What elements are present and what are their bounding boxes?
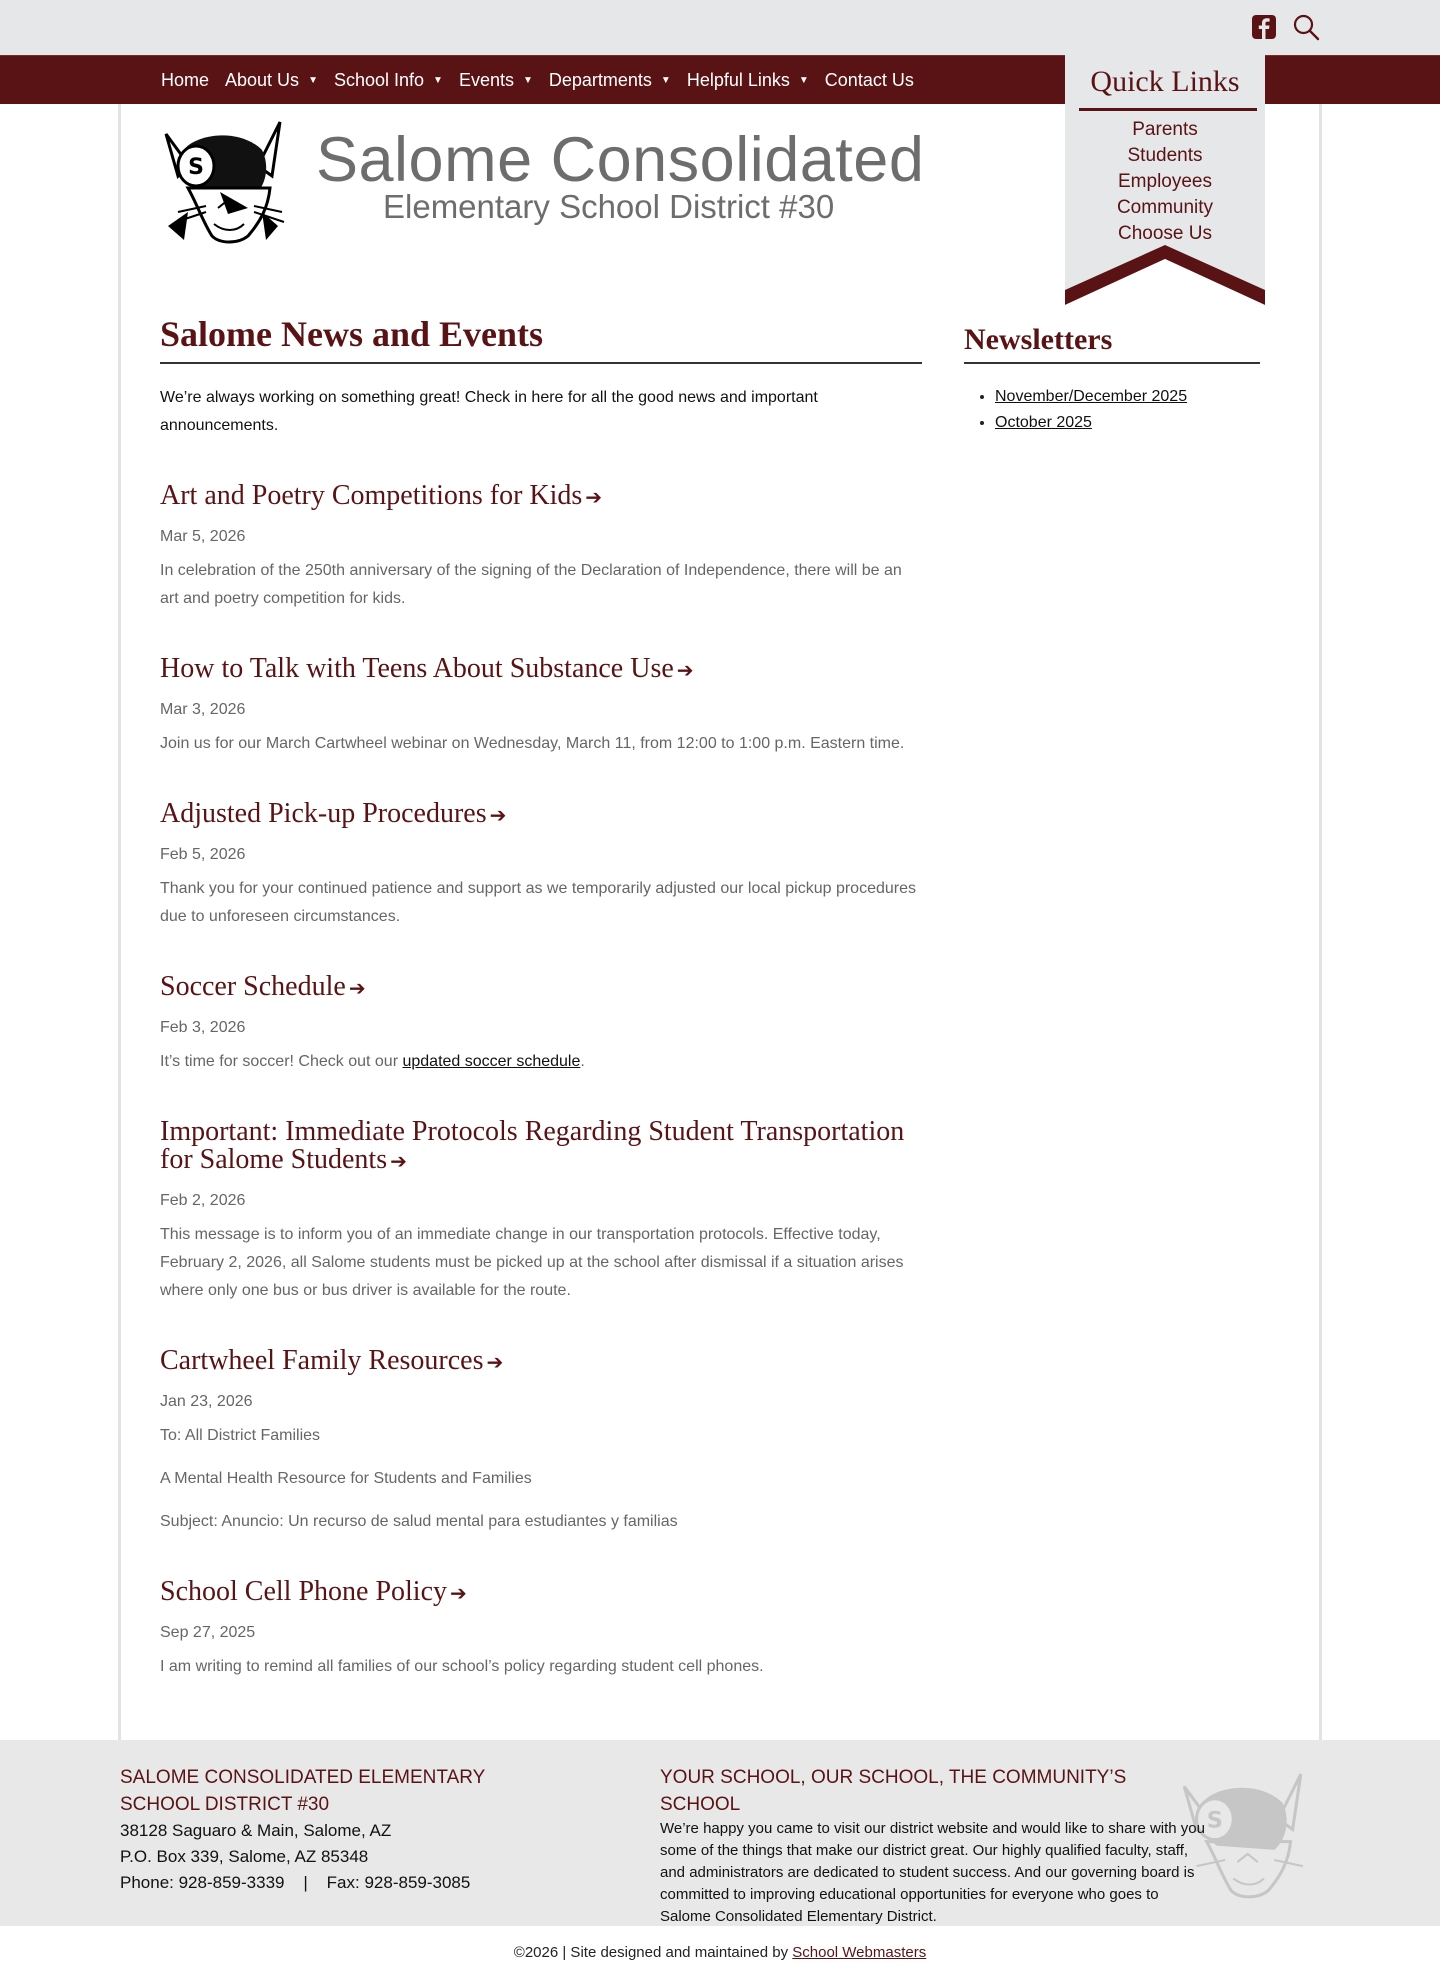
news-post [160,800,922,931]
news-post [160,1347,922,1536]
list-item [995,410,1260,436]
footer-about [660,1764,1210,1928]
post-date: Mar 3, 2026 [160,701,246,718]
soccer-schedule-link[interactable]: updated soccer schedule [402,1053,581,1070]
school-webmasters-link[interactable]: School Webmasters [792,1944,927,1961]
post-title-link[interactable] [160,1118,922,1175]
post-date: Mar 5, 2026 [160,528,246,545]
post-date: Jan 23, 2026 [160,1393,253,1410]
search-icon[interactable] [1292,13,1320,41]
post-title-link[interactable] [160,1578,922,1607]
post-title-text: School Cell Phone Policy [160,1576,447,1607]
arrow-right-icon: ➔ [585,485,603,509]
site-title[interactable]: Salome Consolidated [316,125,925,195]
nav-label: Helpful Links [686,70,790,90]
quick-link-parents[interactable]: Parents [1132,119,1198,140]
footer-district-name: SALOME CONSOLIDATED ELEMENTARY [120,1767,486,1788]
caret-down-icon: ▼ [433,75,443,86]
caret-down-icon: ▼ [522,75,533,86]
quick-links-list [1065,117,1265,247]
nav-label: Events [458,70,514,90]
news-post [160,1118,922,1305]
utility-icons [1250,13,1320,41]
nav-item-contact-us[interactable] [825,70,914,91]
post-excerpt [160,1422,922,1536]
post-text: It’s time for soccer! Check out our [160,1053,403,1070]
footer-address: 38128 Saguaro & Main, Salome, AZ [120,1821,392,1840]
post-title-link[interactable] [160,800,922,829]
caret-down-icon: ▼ [660,75,671,86]
nav-label: About Us [225,70,300,90]
caret-down-icon: ▼ [308,75,318,86]
svg-text:S: S [1206,1807,1223,1834]
post-paragraph [160,1048,922,1076]
news-column [160,310,922,1681]
nav-item-events[interactable] [459,70,533,91]
nav-list [161,56,930,105]
post-date: Sep 27, 2025 [160,1624,256,1641]
divider [1079,108,1257,111]
footer [0,1740,1440,1926]
post-title-text: Cartwheel Family Resources [160,1345,484,1376]
post-paragraph: To: All District Families [160,1427,321,1444]
arrow-right-icon: ➔ [450,1581,467,1605]
post-title-link[interactable] [160,655,922,684]
post-excerpt [160,557,922,613]
post-date: Feb 5, 2026 [160,846,246,863]
footer-contact [120,1764,540,1896]
post-paragraph: This message is to inform you of an immediate change in our transportation protocols. Effective today, February 2, 2026, all Salome students must be picked up at the school after dismissal if a situation arises where only one bus or bus driver is available for the route. [160,1226,904,1299]
post-title-text: Adjusted Pick-up Procedures [160,798,487,829]
site-subtitle: Elementary School District #30 [383,188,835,225]
quick-link-choose-us[interactable]: Choose Us [1118,223,1212,244]
post-excerpt [160,1653,922,1681]
post-paragraph: In celebration of the 250th anniversary of the signing of the Declaration of Independence, there will be an art and poetry competition for kids. [160,562,902,607]
post-paragraph: I am writing to remind all families of our school’s policy regarding student cell phones. [160,1658,764,1675]
post-excerpt [160,875,922,931]
nav-item-departments[interactable] [549,70,671,91]
footer-about-text: We’re happy you came to visit our district website and would like to share with you some of the things that make our district great. Our highly qualified faculty, staff, and administrators are dedicated to student success. And our governing board is committed to improving educational opportunities for everyone who goes to Salome Consolidated Elementary District. [660,1820,1205,1925]
post-title-link[interactable] [160,1347,922,1376]
footer-phone-fax: Phone: 928-859-3339 | Fax: 928-859-3085 [120,1873,471,1892]
nav-label: Contact Us [824,70,914,90]
news-post [160,973,922,1076]
caret-down-icon: ▼ [798,75,809,86]
arrow-right-icon: ➔ [489,803,507,827]
newsletter-link-nov-dec-2025[interactable]: November/December 2025 [995,388,1188,405]
copyright-bar [0,1944,1440,1961]
nav-item-home[interactable] [161,70,209,91]
post-text: . [580,1053,585,1070]
quick-link-community[interactable]: Community [1116,197,1214,218]
newsletters-title: Newsletters [964,320,1260,364]
post-paragraph: Join us for our March Cartwheel webinar on Wednesday, March 11, from 12:00 to 1:00 p.m. Eastern time. [160,735,905,752]
post-title-text: Art and Poetry Competitions for Kids [160,480,583,511]
post-title-link[interactable] [160,973,922,1002]
facebook-icon[interactable] [1250,13,1278,41]
quick-links-panel [1065,55,1265,305]
arrow-right-icon: ➔ [390,1149,407,1173]
footer-about-heading: YOUR SCHOOL, OUR SCHOOL, THE COMMUNITY’S SCHOOL [660,1767,1127,1815]
copyright-text: ©2026 | Site designed and maintained by [513,1944,793,1961]
arrow-right-icon: ➔ [676,658,694,682]
post-title-text: How to Talk with Teens About Substance Use [160,653,674,684]
newsletters-list [964,384,1260,436]
nav-item-school-info[interactable] [334,70,443,91]
wildcat-mascot-logo[interactable] [158,116,288,248]
post-excerpt [160,730,922,758]
post-excerpt [160,1221,922,1305]
svg-text:S: S [188,155,204,180]
utility-bar [0,0,1440,55]
list-item [995,384,1260,410]
newsletters-sidebar [964,320,1260,436]
nav-item-about-us[interactable] [225,70,318,91]
section-title: Salome News and Events [160,310,922,364]
nav-item-helpful-links[interactable] [687,70,809,91]
post-date: Feb 2, 2026 [160,1192,246,1209]
ribbon-chevron-icon [1065,245,1265,305]
nav-label: Departments [548,70,652,90]
quick-link-students[interactable]: Students [1127,145,1203,166]
nav-label: Home [161,70,210,90]
post-paragraph: Subject: Anuncio: Un recurso de salud mental para estudiantes y familias [160,1513,678,1530]
post-title-link[interactable] [160,482,922,511]
post-title-text: Soccer Schedule [160,971,346,1002]
post-excerpt [160,1048,922,1076]
nav-label: School Info [333,70,425,90]
post-paragraph: A Mental Health Resource for Students and Families [160,1470,532,1487]
post-date: Feb 3, 2026 [160,1019,246,1036]
quick-links-title: Quick Links [1090,65,1240,98]
arrow-right-icon: ➔ [348,976,366,1000]
footer-po-box: P.O. Box 339, Salome, AZ 85348 [120,1847,369,1866]
intro-text: We’re always working on something great! Check in here for all the good news and important announcements. [160,389,818,434]
quick-link-employees[interactable]: Employees [1118,171,1212,192]
footer-district-name: SCHOOL DISTRICT #30 [120,1794,330,1815]
news-post [160,482,922,613]
news-post [160,655,922,758]
news-post [160,1578,922,1681]
arrow-right-icon: ➔ [486,1350,504,1374]
post-title-text: Important: Immediate Protocols Regarding Student Transportation for Salome Students [160,1116,905,1175]
newsletter-link-oct-2025[interactable]: October 2025 [995,414,1092,431]
post-paragraph: Thank you for your continued patience and support as we temporarily adjusted our local pickup procedures due to unforeseen circumstances. [160,880,916,925]
